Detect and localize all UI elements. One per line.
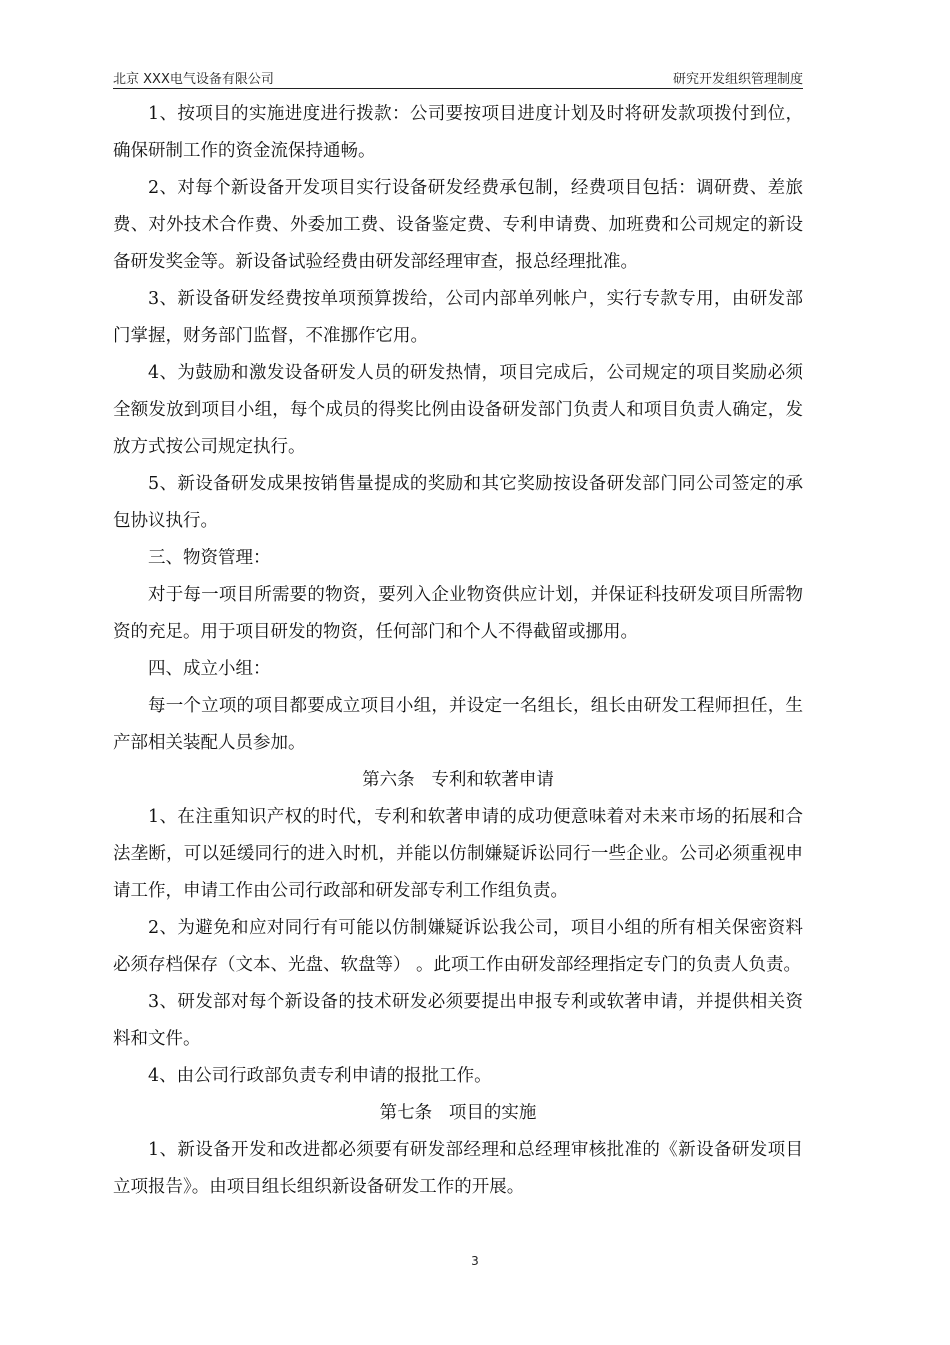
section-heading-patents: 第六条 专利和软著申请 bbox=[362, 770, 554, 790]
page-header bbox=[113, 66, 803, 89]
paragraph-funding-schedule: 1、按项目的实施进度进行拨款：公司要按项目进度计划及时将研发款项拨付到位，确保研制工作的资金流保持通畅。 bbox=[113, 104, 803, 161]
paragraph-patent-apply: 3、研发部对每个新设备的技术研发必须要提出申报专利或软著申请，并提供相关资料和文件。 bbox=[113, 992, 803, 1049]
paragraph-team-bonus: 4、为鼓励和激发设备研发人员的研发热情，项目完成后，公司规定的项目奖励必须全额发放到项目小组，每个成员的得奖比例由设备研发部门负责人和项目负责人确定，发放方式按公司规定执行。 bbox=[113, 363, 803, 457]
paragraph-materials: 对于每一项目所需要的物资，要列入企业物资供应计划，并保证科技研发项目所需物资的充足。用于项目研发的物资，任何部门和个人不得截留或挪用。 bbox=[113, 585, 803, 642]
subheading-materials: 三、物资管理： bbox=[148, 548, 271, 568]
paragraph-sales-bonus: 5、新设备研发成果按销售量提成的奖励和其它奖励按设备研发部门同公司签定的承包协议执行。 bbox=[113, 474, 803, 531]
paragraph-patent-archive: 2、为避免和应对同行有可能以仿制嫌疑诉讼我公司，项目小组的所有相关保密资料必须存档保存（文本、光盘、软盘等） 。此项工作由研发部经理指定专门的负责人负责。 bbox=[113, 918, 803, 975]
paragraph-team: 每一个立项的项目都要成立项目小组，并设定一名组长，组长由研发工程师担任，生产部相关装配人员参加。 bbox=[113, 696, 803, 753]
section-heading-implementation: 第七条 项目的实施 bbox=[379, 1103, 537, 1123]
subheading-team: 四、成立小组： bbox=[148, 659, 271, 679]
paragraph-patent-approval: 4、由公司行政部负责专利申请的报批工作。 bbox=[148, 1066, 492, 1086]
paragraph-project-report: 1、新设备开发和改进都必须要有研发部经理和总经理审核批准的《新设备研发项目立项报告》。由项目组长组织新设备研发工作的开展。 bbox=[113, 1140, 803, 1197]
header-company: 北京 XXX电气设备有限公司 bbox=[113, 72, 274, 87]
paragraph-patent-importance: 1、在注重知识产权的时代，专利和软著申请的成功便意味着对未来市场的拓展和合法垄断，可以延缓同行的进入时机，并能以仿制嫌疑诉讼同行一些企业。公司必须重视申请工作，申请工作由公司行政部和研发部专利工作组负责。 bbox=[113, 807, 803, 901]
paragraph-contract-system: 2、对每个新设备开发项目实行设备研发经费承包制，经费项目包括：调研费、差旅费、对外技术合作费、外委加工费、设备鉴定费、专利申请费、加班费和公司规定的新设备研发奖金等。新设备试验经费由研发部经理审查，报总经理批准。 bbox=[113, 178, 803, 272]
header-doc-title: 研究开发组织管理制度 bbox=[672, 72, 803, 87]
document-body bbox=[113, 96, 803, 1206]
page-number: 3 bbox=[471, 1254, 479, 1268]
paragraph-budget-account: 3、新设备研发经费按单项预算拨给，公司内部单列帐户，实行专款专用，由研发部门掌握，财务部门监督，不准挪作它用。 bbox=[113, 289, 803, 346]
